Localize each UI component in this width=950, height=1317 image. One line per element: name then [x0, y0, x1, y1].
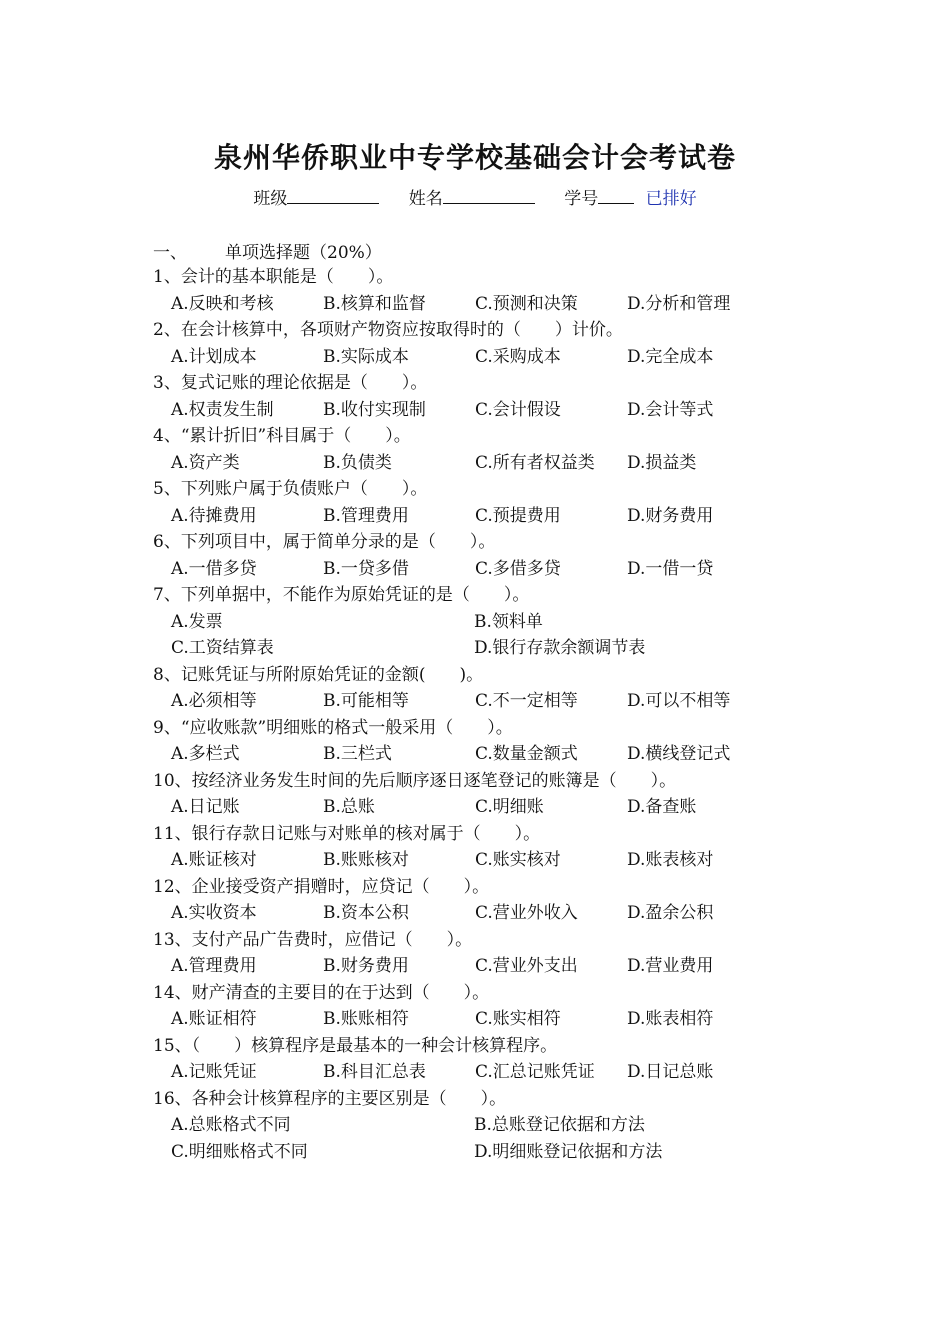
- answer-option: A.资产类: [171, 452, 240, 473]
- section-title: 单项选择题（20%）: [225, 243, 382, 263]
- question-stem: 13、支付产品广告费时，应借记（ ）。: [153, 929, 473, 950]
- answer-option: D.账表核对: [627, 850, 714, 870]
- answer-option: B.领料单: [474, 611, 543, 632]
- answer-option: A.记账凭证: [171, 1062, 257, 1082]
- option-row: [153, 450, 793, 477]
- question-stem: 5、下列账户属于负债账户（ ）。: [153, 479, 428, 499]
- answer-option: C.汇总记账凭证: [475, 1062, 595, 1082]
- answer-option: B.科目汇总表: [323, 1062, 426, 1082]
- option-row: [153, 1006, 793, 1033]
- answer-option: C.营业外收入: [475, 903, 578, 923]
- option-row: [153, 1139, 793, 1166]
- answer-option: D.可以不相等: [627, 691, 731, 711]
- answer-option: B.资本公积: [323, 903, 409, 923]
- name-label: 姓名: [408, 189, 443, 209]
- answer-option: B.一贷多借: [323, 558, 409, 579]
- question-stem: 16、各种会计核算程序的主要区别是（ ）。: [153, 1088, 507, 1109]
- answer-option: B.可能相等: [323, 691, 409, 711]
- answer-option: D.盈余公积: [627, 903, 714, 923]
- section-heading: [153, 238, 382, 263]
- class-blank: [287, 187, 379, 204]
- option-row: [153, 556, 793, 583]
- question-stem: 12、企业接受资产捐赠时，应贷记（ ）。: [153, 876, 490, 897]
- question-stem: 6、下列项目中，属于简单分录的是（ ）。: [153, 532, 496, 552]
- answer-option: D.完全成本: [627, 346, 714, 367]
- option-row: [153, 635, 793, 662]
- answer-option: C.多借多贷: [475, 558, 561, 579]
- option-row: [153, 1059, 793, 1086]
- option-row: [153, 953, 793, 980]
- answer-option: C.明细账格式不同: [171, 1141, 308, 1162]
- answer-option: B.财务费用: [323, 956, 409, 976]
- answer-option: A.账证相符: [171, 1009, 257, 1029]
- answer-option: D.账表相符: [627, 1009, 714, 1029]
- answer-option: D.银行存款余额调节表: [474, 638, 646, 658]
- answer-option: B.账账核对: [323, 850, 409, 870]
- answer-option: C.预提费用: [475, 505, 561, 526]
- answer-option: D.备查账: [627, 797, 697, 817]
- question-stem: 3、复式记账的理论依据是（ ）。: [153, 373, 428, 393]
- answer-option: B.管理费用: [323, 505, 409, 526]
- option-row: [153, 291, 793, 318]
- option-row: [153, 741, 793, 768]
- answer-option: A.实收资本: [171, 903, 257, 923]
- answer-option: A.必须相等: [171, 691, 257, 711]
- answer-option: B.三栏式: [323, 744, 392, 764]
- answer-option: D.会计等式: [627, 399, 714, 420]
- answer-option: C.采购成本: [475, 346, 561, 367]
- id-field: [564, 184, 696, 209]
- answer-option: B.实际成本: [323, 346, 409, 367]
- answer-option: D.横线登记式: [627, 744, 731, 764]
- class-label: 班级: [253, 189, 288, 209]
- option-row: [153, 1112, 793, 1139]
- answer-option: C.账实核对: [475, 850, 561, 870]
- question-stem: 9、“应收账款”明细账的格式一般采用（ ）。: [153, 717, 513, 738]
- answer-option: D.一借一贷: [627, 558, 714, 579]
- option-row: [153, 847, 793, 874]
- answer-option: B.总账登记依据和方法: [474, 1115, 645, 1135]
- id-label: 学号: [564, 189, 599, 209]
- answer-option: C.所有者权益类: [475, 452, 595, 473]
- answer-option: B.收付实现制: [323, 399, 426, 420]
- answer-option: C.数量金额式: [475, 744, 578, 764]
- answer-option: C.会计假设: [475, 399, 561, 420]
- answer-option: D.分析和管理: [627, 293, 731, 314]
- section-number: 一、: [153, 243, 187, 263]
- answer-option: A.多栏式: [171, 744, 240, 764]
- question-stem: 4、“累计折旧”科目属于（ ）。: [153, 426, 411, 446]
- question-list: [153, 264, 793, 1165]
- option-row: [153, 609, 793, 636]
- question-stem: 2、在会计核算中，各项财产物资应按取得时的（ ）计价。: [153, 320, 623, 340]
- student-info-line: [0, 184, 950, 209]
- answer-option: A.计划成本: [171, 346, 257, 367]
- question-stem: 14、财产清查的主要目的在于达到（ ）。: [153, 982, 490, 1003]
- option-row: [153, 900, 793, 927]
- answer-option: A.权责发生制: [171, 399, 274, 420]
- answer-option: B.账账相符: [323, 1009, 409, 1029]
- answer-option: A.总账格式不同: [171, 1115, 291, 1135]
- answer-option: A.发票: [171, 611, 223, 632]
- answer-option: D.损益类: [627, 452, 697, 473]
- answer-option: D.明细账登记依据和方法: [474, 1141, 663, 1162]
- answer-option: C.账实相符: [475, 1009, 561, 1029]
- exam-title: 泉州华侨职业中专学校基础会计会考试卷: [213, 141, 736, 174]
- option-row: [153, 503, 793, 530]
- answer-option: A.管理费用: [171, 956, 257, 976]
- question-stem: 7、下列单据中，不能作为原始凭证的是（ ）。: [153, 585, 530, 605]
- arranged-note: 已排好: [645, 189, 697, 209]
- answer-option: A.账证核对: [171, 850, 257, 870]
- question-stem: 1、会计的基本职能是（ ）。: [153, 267, 394, 287]
- option-row: [153, 794, 793, 821]
- answer-option: A.待摊费用: [171, 505, 257, 526]
- answer-option: A.反映和考核: [171, 293, 274, 314]
- option-row: [153, 344, 793, 371]
- name-field: [409, 184, 535, 209]
- answer-option: A.一借多贷: [171, 558, 257, 579]
- question-stem: 10、按经济业务发生时间的先后顺序逐日逐笔登记的账簿是（ ）。: [153, 770, 677, 791]
- answer-option: B.总账: [323, 797, 375, 817]
- question-stem: 8、记账凭证与所附原始凭证的金额( )。: [153, 664, 484, 685]
- question-stem: 11、银行存款日记账与对账单的核对属于（ ）。: [153, 823, 541, 844]
- question-stem: 15、（ ）核算程序是最基本的一种会计核算程序。: [153, 1035, 558, 1056]
- class-field: [253, 184, 379, 209]
- answer-option: C.预测和决策: [475, 293, 578, 314]
- id-blank: [598, 187, 634, 204]
- answer-option: C.不一定相等: [475, 691, 578, 711]
- answer-option: D.财务费用: [627, 505, 714, 526]
- option-row: [153, 688, 793, 715]
- name-blank: [443, 187, 535, 204]
- answer-option: C.明细账: [475, 797, 544, 817]
- answer-option: B.核算和监督: [323, 293, 426, 314]
- answer-option: D.营业费用: [627, 956, 714, 976]
- answer-option: C.工资结算表: [171, 638, 274, 658]
- answer-option: C.营业外支出: [475, 956, 578, 976]
- answer-option: B.负债类: [323, 452, 392, 473]
- option-row: [153, 397, 793, 424]
- answer-option: A.日记账: [171, 797, 240, 817]
- answer-option: D.日记总账: [627, 1062, 714, 1082]
